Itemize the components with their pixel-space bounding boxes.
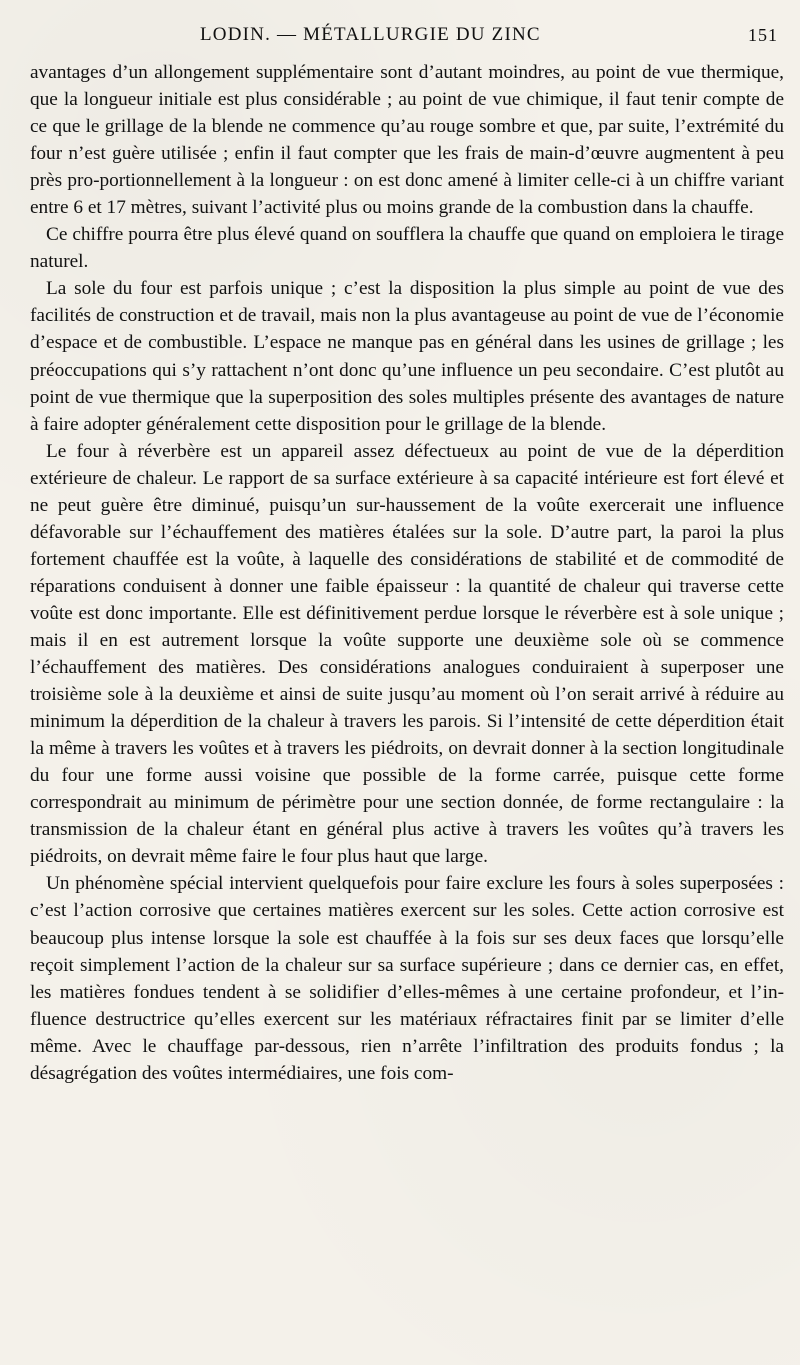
paragraph-2: Ce chiffre pourra être plus élevé quand on soufflera la chauffe que quand on emploiera le tirage naturel. xyxy=(30,224,784,273)
page-header xyxy=(200,18,778,52)
page-body xyxy=(30,59,784,1087)
running-head: LODIN. — MÉTALLURGIE DU ZINC xyxy=(200,24,541,45)
paragraph-5: Un phénomène spécial intervient quelquefois pour faire exclure les fours à soles superposées : c’est l’action corrosive que certaines matières exercent sur les soles. Cette action corrosive est beaucoup plus intense lorsque la sole est chauffée à la fois sur ses deux faces que lorsqu’elle reçoit simplement l’action de la chaleur sur sa surface supérieure ; dans ce dernier cas, en effet, les matières fondues tendent à se solidifier d’elles-mêmes à une certaine profondeur, et l’in-fluence destructrice qu’elles exercent sur les matériaux réfractaires finit par se limiter d’elle même. Avec le chauffage par-dessous, rien n’arrête l’infiltration des produits fondus ; la désagrégation des voûtes intermédiaires, une fois com- xyxy=(30,873,784,1084)
page-number: 151 xyxy=(748,24,778,45)
paragraph-1: avantages d’un allongement supplémentaire sont d’autant moindres, au point de vue thermique, que la longueur initiale est plus considérable ; au point de vue chimique, il faut tenir compte de ce que le grillage de la blende ne commence qu’au rouge sombre et que, par suite, l’extrémité du four n’est guère utilisée ; enfin il faut compter que les frais de main-d’œuvre augmentent à peu près pro-portionnellement à la longueur : on est donc amené à limiter celle-ci à un chiffre variant entre 6 et 17 mètres, suivant l’activité plus ou moins grande de la combustion dans la chauffe. xyxy=(30,62,784,219)
paragraph-4: Le four à réverbère est un appareil assez défectueux au point de vue de la déperdition extérieure de chaleur. Le rapport de sa surface extérieure à sa capacité intérieure est fort élevé et ne peut guère être diminué, puisqu’un sur-haussement de la voûte exercerait une influence défavorable sur l’échauffement des matières étalées sur la sole. D’autre part, la paroi la plus fortement chauffée est la voûte, à laquelle des considérations de stabilité et de commodité de réparations conduisent à donner une faible épaisseur : la quantité de chaleur qui traverse cette voûte est donc importante. Elle est définitivement perdue lorsque le réverbère est à sole unique ; mais il en est autrement lorsque la voûte supporte une deuxième sole où se commence l’échauffement des matières. Des considérations analogues conduiraient à superposer une troisième sole à la deuxième et ainsi de suite jusqu’au moment où l’on serait arrivé à réduire au minimum la déperdition de la chaleur à travers les parois. Si l’intensité de cette déperdition était la même à travers les voûtes et à travers les piédroits, on devrait donner à la section longitudinale du four une forme aussi voisine que possible de la forme carrée, puisque cette forme correspondrait au minimum de périmètre pour une section donnée, de forme rectangulaire : la transmission de la chaleur étant en général plus active à travers les voûtes qu’à travers les piédroits, on devrait même faire le four plus haut que large. xyxy=(30,440,784,868)
paragraph-3: La sole du four est parfois unique ; c’est la disposition la plus simple au point de vue des facilités de construction et de travail, mais non la plus avantageuse au point de vue de l’économie d’espace et de combustible. L’espace ne manque pas en général dans les usines de grillage ; les préoccupations qui s’y rattachent n’ont donc qu’une influence un peu secondaire. C’est plutôt au point de vue thermique que la superposition des soles multiples présente des avantages de nature à faire adopter généralement cette disposition pour le grillage de la blende. xyxy=(30,278,784,435)
